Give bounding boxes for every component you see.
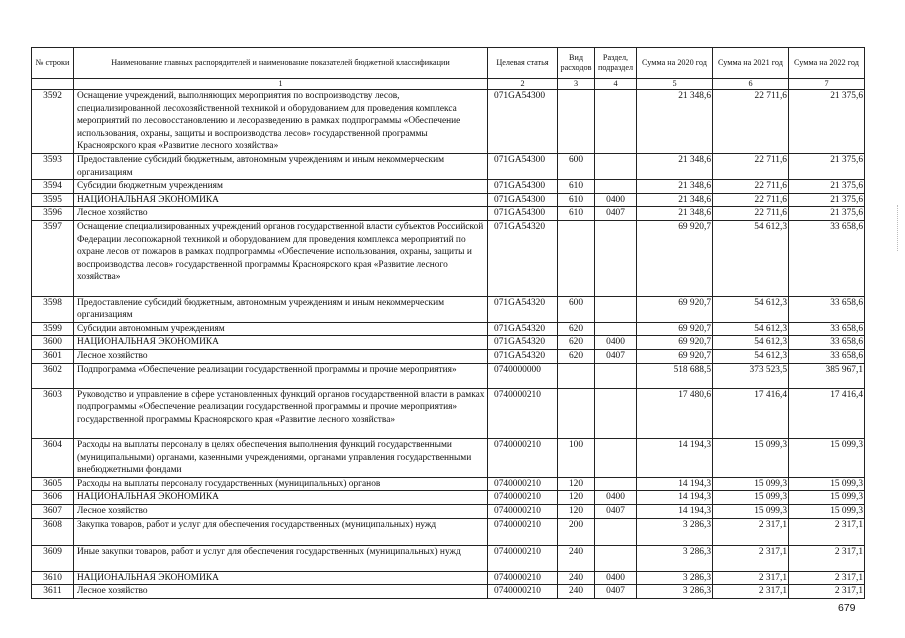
row-sum-2021: 2 317,1 bbox=[713, 518, 789, 545]
row-number: 3607 bbox=[32, 505, 74, 519]
header-target-article: Целевая статья bbox=[488, 48, 558, 79]
row-target-article: 0740000210 bbox=[488, 518, 558, 545]
row-sum-2020: 3 286,3 bbox=[637, 571, 713, 585]
row-section bbox=[595, 545, 637, 571]
row-section bbox=[595, 518, 637, 545]
column-number: 4 bbox=[595, 79, 637, 90]
row-name: Субсидии автономным учреждениям bbox=[74, 322, 488, 336]
column-number: 2 bbox=[488, 79, 558, 90]
row-sum-2021: 54 612,3 bbox=[713, 322, 789, 336]
row-sum-2020: 21 348,6 bbox=[637, 153, 713, 179]
row-number: 3602 bbox=[32, 363, 74, 388]
row-sum-2021: 54 612,3 bbox=[713, 220, 789, 296]
row-name: Закупка товаров, работ и услуг для обеспечения государственных (муниципальных) нужд bbox=[74, 518, 488, 545]
row-name: Оснащение учреждений, выполняющих мероприятия по воспроизводству лесов, специализированной лесохозяйственной техникой и оборудованием для проведения комплекса мероприятий по лесовосстановлению и лесоразведению в рамках подпрограммы «Обеспечение использования, охраны, защиты и воспроизводства лесов» государственной программы Красноярского края «Развитие лесного хозяйства» bbox=[74, 90, 488, 154]
row-target-article: 071GA54320 bbox=[488, 322, 558, 336]
header-sum-2021: Сумма на 2021 год bbox=[713, 48, 789, 79]
row-sum-2021: 22 711,6 bbox=[713, 180, 789, 194]
row-target-article: 0740000210 bbox=[488, 491, 558, 505]
budget-table-container bbox=[31, 47, 865, 599]
row-number: 3597 bbox=[32, 220, 74, 296]
row-sum-2020: 69 920,7 bbox=[637, 322, 713, 336]
row-section: 0400 bbox=[595, 193, 637, 207]
row-number: 3609 bbox=[32, 545, 74, 571]
row-sum-2021: 54 612,3 bbox=[713, 349, 789, 363]
row-number: 3610 bbox=[32, 571, 74, 585]
row-sum-2022: 2 317,1 bbox=[789, 585, 865, 599]
row-sum-2022: 15 099,3 bbox=[789, 477, 865, 491]
row-sum-2022: 2 317,1 bbox=[789, 571, 865, 585]
row-section bbox=[595, 388, 637, 438]
row-target-article: 0740000210 bbox=[488, 585, 558, 599]
table-row bbox=[32, 220, 865, 296]
budget-table bbox=[31, 47, 865, 599]
row-sum-2020: 69 920,7 bbox=[637, 336, 713, 350]
table-row bbox=[32, 439, 865, 478]
header-section: Раздел, подраздел bbox=[595, 48, 637, 79]
table-row bbox=[32, 193, 865, 207]
row-target-article: 071GA54300 bbox=[488, 90, 558, 154]
table-row bbox=[32, 491, 865, 505]
row-target-article: 0740000210 bbox=[488, 439, 558, 478]
row-number: 3598 bbox=[32, 296, 74, 322]
row-section: 0407 bbox=[595, 585, 637, 599]
row-sum-2021: 17 416,4 bbox=[713, 388, 789, 438]
table-row bbox=[32, 388, 865, 438]
column-number: 3 bbox=[558, 79, 595, 90]
row-section bbox=[595, 90, 637, 154]
row-section: 0407 bbox=[595, 207, 637, 221]
row-sum-2020: 21 348,6 bbox=[637, 193, 713, 207]
row-sum-2022: 33 658,6 bbox=[789, 220, 865, 296]
row-name: НАЦИОНАЛЬНАЯ ЭКОНОМИКА bbox=[74, 491, 488, 505]
header-row bbox=[32, 48, 865, 79]
row-name: Предоставление субсидий бюджетным, автономным учреждениям и иным некоммерческим организациям bbox=[74, 153, 488, 179]
row-sum-2020: 21 348,6 bbox=[637, 90, 713, 154]
row-sum-2020: 21 348,6 bbox=[637, 207, 713, 221]
row-section bbox=[595, 477, 637, 491]
row-expense-type: 240 bbox=[558, 545, 595, 571]
row-sum-2022: 33 658,6 bbox=[789, 296, 865, 322]
table-row bbox=[32, 571, 865, 585]
row-sum-2022: 33 658,6 bbox=[789, 322, 865, 336]
row-sum-2022: 21 375,6 bbox=[789, 207, 865, 221]
row-name: НАЦИОНАЛЬНАЯ ЭКОНОМИКА bbox=[74, 193, 488, 207]
row-expense-type: 610 bbox=[558, 193, 595, 207]
table-row bbox=[32, 585, 865, 599]
row-expense-type: 620 bbox=[558, 336, 595, 350]
row-number: 3611 bbox=[32, 585, 74, 599]
table-row bbox=[32, 180, 865, 194]
row-sum-2022: 15 099,3 bbox=[789, 491, 865, 505]
table-row bbox=[32, 545, 865, 571]
row-sum-2022: 33 658,6 bbox=[789, 349, 865, 363]
row-target-article: 071GA54320 bbox=[488, 349, 558, 363]
row-section: 0400 bbox=[595, 336, 637, 350]
row-section bbox=[595, 296, 637, 322]
row-number: 3595 bbox=[32, 193, 74, 207]
column-number: 1 bbox=[74, 79, 488, 90]
row-expense-type: 100 bbox=[558, 439, 595, 478]
row-expense-type: 200 bbox=[558, 518, 595, 545]
row-sum-2022: 385 967,1 bbox=[789, 363, 865, 388]
row-name: Иные закупки товаров, работ и услуг для обеспечения государственных (муниципальных) нужд bbox=[74, 545, 488, 571]
header-name: Наименование главных распорядителей и наименование показателей бюджетной классификации bbox=[74, 48, 488, 79]
row-expense-type: 240 bbox=[558, 585, 595, 599]
row-expense-type: 600 bbox=[558, 296, 595, 322]
row-sum-2020: 3 286,3 bbox=[637, 545, 713, 571]
row-expense-type: 120 bbox=[558, 491, 595, 505]
column-number-row bbox=[32, 79, 865, 90]
table-row bbox=[32, 90, 865, 154]
row-section: 0407 bbox=[595, 349, 637, 363]
row-sum-2020: 14 194,3 bbox=[637, 477, 713, 491]
header-row-number: № строки bbox=[32, 48, 74, 79]
row-number: 3605 bbox=[32, 477, 74, 491]
row-sum-2020: 3 286,3 bbox=[637, 585, 713, 599]
row-expense-type bbox=[558, 90, 595, 154]
table-row bbox=[32, 153, 865, 179]
table-row bbox=[32, 363, 865, 388]
table-row bbox=[32, 518, 865, 545]
row-sum-2021: 15 099,3 bbox=[713, 439, 789, 478]
row-number: 3606 bbox=[32, 491, 74, 505]
row-sum-2022: 17 416,4 bbox=[789, 388, 865, 438]
row-name: Лесное хозяйство bbox=[74, 207, 488, 221]
table-row bbox=[32, 207, 865, 221]
row-target-article: 071GA54320 bbox=[488, 336, 558, 350]
table-row bbox=[32, 322, 865, 336]
row-sum-2021: 2 317,1 bbox=[713, 585, 789, 599]
row-expense-type: 240 bbox=[558, 571, 595, 585]
row-sum-2020: 69 920,7 bbox=[637, 296, 713, 322]
row-target-article: 071GA54300 bbox=[488, 207, 558, 221]
row-sum-2022: 21 375,6 bbox=[789, 180, 865, 194]
row-sum-2021: 54 612,3 bbox=[713, 336, 789, 350]
header-sum-2022: Сумма на 2022 год bbox=[789, 48, 865, 79]
row-sum-2022: 15 099,3 bbox=[789, 505, 865, 519]
row-number: 3608 bbox=[32, 518, 74, 545]
row-sum-2020: 69 920,7 bbox=[637, 220, 713, 296]
row-name: Расходы на выплаты персоналу в целях обеспечения выполнения функций государственными (муниципальными) органами, казенными учреждениями, органами управления государственными внебюджетными фондами bbox=[74, 439, 488, 478]
row-target-article: 0740000210 bbox=[488, 505, 558, 519]
row-number: 3601 bbox=[32, 349, 74, 363]
row-sum-2021: 22 711,6 bbox=[713, 153, 789, 179]
row-sum-2020: 14 194,3 bbox=[637, 439, 713, 478]
row-name: Субсидии бюджетным учреждениям bbox=[74, 180, 488, 194]
row-section bbox=[595, 363, 637, 388]
row-name: НАЦИОНАЛЬНАЯ ЭКОНОМИКА bbox=[74, 336, 488, 350]
row-section bbox=[595, 322, 637, 336]
row-expense-type: 120 bbox=[558, 477, 595, 491]
row-target-article: 071GA54300 bbox=[488, 180, 558, 194]
table-row bbox=[32, 349, 865, 363]
row-sum-2021: 2 317,1 bbox=[713, 571, 789, 585]
row-expense-type bbox=[558, 220, 595, 296]
row-sum-2021: 22 711,6 bbox=[713, 207, 789, 221]
row-sum-2022: 33 658,6 bbox=[789, 336, 865, 350]
row-sum-2022: 21 375,6 bbox=[789, 153, 865, 179]
row-number: 3600 bbox=[32, 336, 74, 350]
row-number: 3596 bbox=[32, 207, 74, 221]
row-number: 3592 bbox=[32, 90, 74, 154]
row-sum-2021: 15 099,3 bbox=[713, 491, 789, 505]
row-name: Оснащение специализированных учреждений органов государственной власти субъектов Российской Федерации лесопожарной техникой и оборудованием для проведения комплекса мероприятий по охране лесов от пожаров в рамках подпрограммы «Обеспечение использования, охраны, защиты и воспроизводства лесов» государственной программы Красноярского края «Развитие лесного хозяйства» bbox=[74, 220, 488, 296]
row-sum-2022: 2 317,1 bbox=[789, 545, 865, 571]
row-section bbox=[595, 153, 637, 179]
row-section: 0400 bbox=[595, 571, 637, 585]
row-section bbox=[595, 439, 637, 478]
row-name: Руководство и управление в сфере установленных функций органов государственной власти в рамках подпрограммы «Обеспечение реализации государственной программы и прочие мероприятия» государственной программы Красноярского края «Развитие лесного хозяйства» bbox=[74, 388, 488, 438]
row-target-article: 0740000000 bbox=[488, 363, 558, 388]
header-sum-2020: Сумма на 2020 год bbox=[637, 48, 713, 79]
row-target-article: 071GA54320 bbox=[488, 220, 558, 296]
row-number: 3594 bbox=[32, 180, 74, 194]
row-target-article: 0740000210 bbox=[488, 388, 558, 438]
row-number: 3604 bbox=[32, 439, 74, 478]
row-expense-type: 610 bbox=[558, 207, 595, 221]
row-section: 0400 bbox=[595, 491, 637, 505]
column-number: 7 bbox=[789, 79, 865, 90]
row-number: 3593 bbox=[32, 153, 74, 179]
row-sum-2022: 21 375,6 bbox=[789, 90, 865, 154]
row-name: Лесное хозяйство bbox=[74, 585, 488, 599]
scan-edge-marks bbox=[897, 205, 900, 251]
row-name: Расходы на выплаты персоналу государственных (муниципальных) органов bbox=[74, 477, 488, 491]
row-sum-2021: 15 099,3 bbox=[713, 477, 789, 491]
row-section: 0407 bbox=[595, 505, 637, 519]
row-expense-type: 610 bbox=[558, 180, 595, 194]
row-sum-2022: 21 375,6 bbox=[789, 193, 865, 207]
table-row bbox=[32, 336, 865, 350]
row-target-article: 071GA54320 bbox=[488, 296, 558, 322]
row-sum-2020: 3 286,3 bbox=[637, 518, 713, 545]
row-sum-2020: 518 688,5 bbox=[637, 363, 713, 388]
row-name: Лесное хозяйство bbox=[74, 505, 488, 519]
row-section bbox=[595, 220, 637, 296]
row-target-article: 0740000210 bbox=[488, 571, 558, 585]
row-expense-type: 600 bbox=[558, 153, 595, 179]
row-name: Предоставление субсидий бюджетным, автономным учреждениям и иным некоммерческим организациям bbox=[74, 296, 488, 322]
row-target-article: 0740000210 bbox=[488, 545, 558, 571]
row-expense-type: 620 bbox=[558, 349, 595, 363]
row-target-article: 0740000210 bbox=[488, 477, 558, 491]
row-expense-type bbox=[558, 363, 595, 388]
row-target-article: 071GA54300 bbox=[488, 153, 558, 179]
row-sum-2021: 22 711,6 bbox=[713, 193, 789, 207]
row-sum-2020: 17 480,6 bbox=[637, 388, 713, 438]
row-sum-2020: 14 194,3 bbox=[637, 491, 713, 505]
row-sum-2020: 14 194,3 bbox=[637, 505, 713, 519]
row-sum-2021: 373 523,5 bbox=[713, 363, 789, 388]
table-row bbox=[32, 477, 865, 491]
row-sum-2022: 15 099,3 bbox=[789, 439, 865, 478]
row-sum-2020: 69 920,7 bbox=[637, 349, 713, 363]
row-name: Подпрограмма «Обеспечение реализации государственной программы и прочие мероприятия» bbox=[74, 363, 488, 388]
row-number: 3599 bbox=[32, 322, 74, 336]
row-name: НАЦИОНАЛЬНАЯ ЭКОНОМИКА bbox=[74, 571, 488, 585]
row-sum-2021: 54 612,3 bbox=[713, 296, 789, 322]
table-row bbox=[32, 505, 865, 519]
row-expense-type: 620 bbox=[558, 322, 595, 336]
row-target-article: 071GA54300 bbox=[488, 193, 558, 207]
row-sum-2021: 22 711,6 bbox=[713, 90, 789, 154]
column-number: 6 bbox=[713, 79, 789, 90]
row-number: 3603 bbox=[32, 388, 74, 438]
row-expense-type bbox=[558, 388, 595, 438]
row-sum-2022: 2 317,1 bbox=[789, 518, 865, 545]
table-row bbox=[32, 296, 865, 322]
page-number: 679 bbox=[838, 602, 856, 614]
column-number: 5 bbox=[637, 79, 713, 90]
table-body bbox=[32, 90, 865, 599]
row-sum-2021: 2 317,1 bbox=[713, 545, 789, 571]
row-name: Лесное хозяйство bbox=[74, 349, 488, 363]
row-expense-type: 120 bbox=[558, 505, 595, 519]
row-section bbox=[595, 180, 637, 194]
column-number bbox=[32, 79, 74, 90]
row-sum-2020: 21 348,6 bbox=[637, 180, 713, 194]
row-sum-2021: 15 099,3 bbox=[713, 505, 789, 519]
header-expense-type: Вид расходов bbox=[558, 48, 595, 79]
